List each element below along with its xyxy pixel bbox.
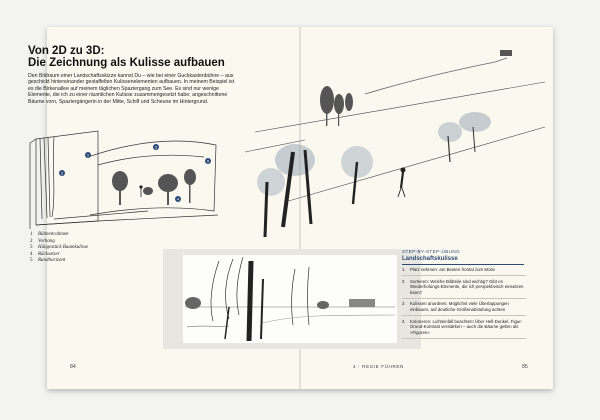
step-by-step-divider [402, 264, 524, 265]
legend-item: 4 Rücksetzer [30, 251, 60, 257]
stage-diagram [28, 125, 228, 229]
step-item: 1 Platz nehmen: am Besten frontal zum Motiv [402, 267, 526, 276]
svg-text:2: 2 [60, 170, 64, 176]
stage-legend [30, 232, 88, 265]
backdrop-trees [112, 169, 196, 205]
walker-figure [140, 186, 142, 197]
lower-sketch-panel [163, 249, 421, 349]
svg-text:3: 3 [154, 144, 158, 150]
avenue-trees [257, 112, 491, 237]
legend-item: 3 Hängestück Baumkulisse [30, 245, 89, 250]
legend-item: 5 Rundhorizont [30, 258, 66, 263]
title-line-1: Von 2D zu 3D: [28, 45, 105, 57]
page-title [28, 45, 248, 69]
marker-1 [85, 152, 91, 158]
walker-figure [398, 168, 405, 197]
birch-avenue-sketch [245, 32, 545, 237]
svg-text:4: 4 [176, 196, 180, 202]
step-item: 4 Kolorieren: Lichteinfall beachten! Über Hell-Dunkel, Figur-Grund-Kontrast verstärken – auch die Bäume gelten als »Figuren« [402, 319, 526, 339]
running-head: 4 · REGIE FÜHREN [353, 364, 404, 369]
page-number-right: 85 [522, 364, 528, 370]
far-treeline [365, 58, 507, 94]
intro-paragraph: Den Bildraum einer Landschaftsskizze kannst Du – wie bei einer Guckkastenbühne – aus geschickt hintereinander gestaffelten Kulissenelementen aufbauen. In meinem Beispiel ist es die Birkenallee auf meinem täglichen Spaziergang zum See. Es sind nur wenige Elemente, die ich zu einer räumlichen Kulisse zusammengesetzt habe: angeschnittene Bäume vorn, Spaziergängerin in der Mitte, Schilf und Scheune im Hintergrund. [28, 73, 235, 105]
legend-item: 2 Vorhang [30, 238, 55, 244]
marker-3 [153, 144, 159, 150]
lower-sketch [163, 249, 421, 349]
step-by-step-label: STEP-BY-STEP-ÜBUNG [402, 249, 461, 254]
marker-4 [175, 196, 181, 202]
step-item: 3 Kulissen anordnen: Möglichst viele Überlappungen einbauen, auf deutliche Größenabstufung achten [402, 301, 526, 316]
title-line-2: Die Zeichnung als Kulisse aufbauen [28, 57, 225, 69]
marker-5 [205, 158, 211, 164]
svg-text:5: 5 [206, 158, 210, 164]
step-list [402, 267, 526, 341]
step-by-step-title: Landschaftskulisse [402, 256, 458, 262]
barn-roof [500, 50, 512, 56]
page-number-left: 84 [70, 364, 76, 370]
marker-2 [59, 170, 65, 176]
legend-item: 1 Bühnenrahmen [30, 232, 69, 237]
svg-text:1: 1 [86, 152, 90, 158]
backdrop-curve [88, 141, 216, 215]
step-item: 2 Sortieren: Welche Bildteile sind wichtig? Gibt es Wiederholungs-Elemente, die ich perspektivisch einsetzen kann? [402, 279, 526, 299]
